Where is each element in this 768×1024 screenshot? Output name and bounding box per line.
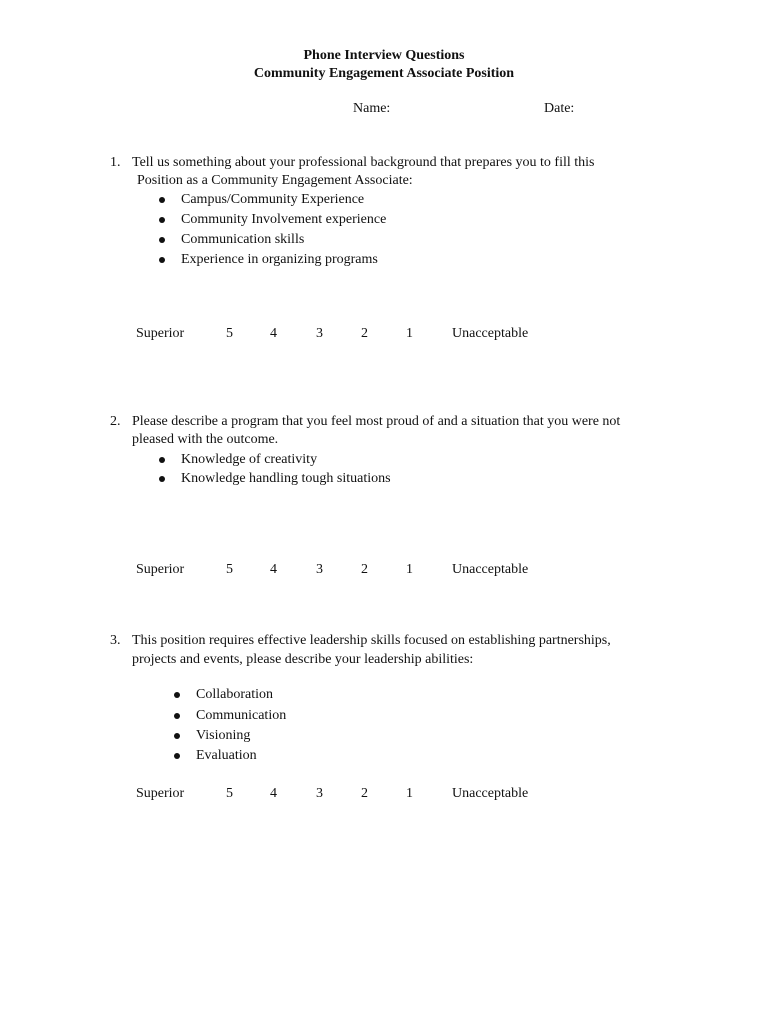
document-title: Phone Interview Questions: [303, 48, 465, 63]
question-2-text-line2: pleased with the outcome.: [132, 432, 279, 447]
bullet-icon: [174, 753, 180, 759]
bullet-icon: [159, 457, 165, 463]
bullet-icon: [174, 692, 180, 698]
list-item: Knowledge of creativity: [159, 451, 317, 469]
rating-low-label: Unacceptable: [452, 326, 529, 341]
list-item: Evaluation: [174, 747, 257, 765]
list-item: Communication: [174, 707, 286, 725]
question-1-text-line2: Position as a Community Engagement Associate:: [137, 173, 413, 188]
rating-score: 3: [316, 326, 323, 341]
list-item: Knowledge handling tough situations: [159, 470, 391, 488]
name-label: Name:: [353, 101, 391, 116]
rating-score: 2: [361, 786, 368, 801]
bullet-icon: [174, 733, 180, 739]
rating-score: 5: [226, 562, 233, 577]
rating-score: 5: [226, 786, 233, 801]
bullet-icon: [159, 476, 165, 482]
list-item: Visioning: [174, 727, 250, 745]
question-2-text-line1: Please describe a program that you feel most proud of and a situation that you were not: [132, 414, 621, 429]
rating-score: 2: [361, 562, 368, 577]
list-item: Experience in organizing programs: [159, 251, 378, 269]
rating-score: 4: [270, 326, 277, 341]
bullet-icon: [159, 197, 165, 203]
bullet-icon: [159, 257, 165, 263]
question-3-text-line2: projects and events, please describe your leadership abilities:: [132, 652, 474, 667]
rating-high-label: Superior: [136, 786, 185, 801]
question-2-number: 2.: [110, 414, 121, 429]
rating-low-label: Unacceptable: [452, 562, 529, 577]
rating-score: 5: [226, 326, 233, 341]
rating-low-label: Unacceptable: [452, 786, 529, 801]
list-item: Campus/Community Experience: [159, 191, 364, 209]
rating-score: 3: [316, 562, 323, 577]
question-1-number: 1.: [110, 155, 121, 170]
list-item: Collaboration: [174, 686, 273, 704]
bullet-icon: [174, 713, 180, 719]
rating-score: 4: [270, 786, 277, 801]
list-item: Communication skills: [159, 231, 304, 249]
rating-score: 1: [406, 786, 413, 801]
date-label: Date:: [544, 101, 575, 116]
rating-high-label: Superior: [136, 562, 185, 577]
document-subtitle: Community Engagement Associate Position: [253, 66, 515, 81]
question-3-text-line1: This position requires effective leadership skills focused on establishing partnerships,: [132, 633, 611, 648]
rating-score: 4: [270, 562, 277, 577]
rating-score: 1: [406, 562, 413, 577]
rating-score: 3: [316, 786, 323, 801]
rating-score: 2: [361, 326, 368, 341]
bullet-icon: [159, 217, 165, 223]
list-item: Community Involvement experience: [159, 211, 386, 229]
rating-score: 1: [406, 326, 413, 341]
question-3-number: 3.: [110, 633, 121, 648]
rating-high-label: Superior: [136, 326, 185, 341]
question-1-text-line1: Tell us something about your professional background that prepares you to fill this: [132, 155, 595, 170]
bullet-icon: [159, 237, 165, 243]
